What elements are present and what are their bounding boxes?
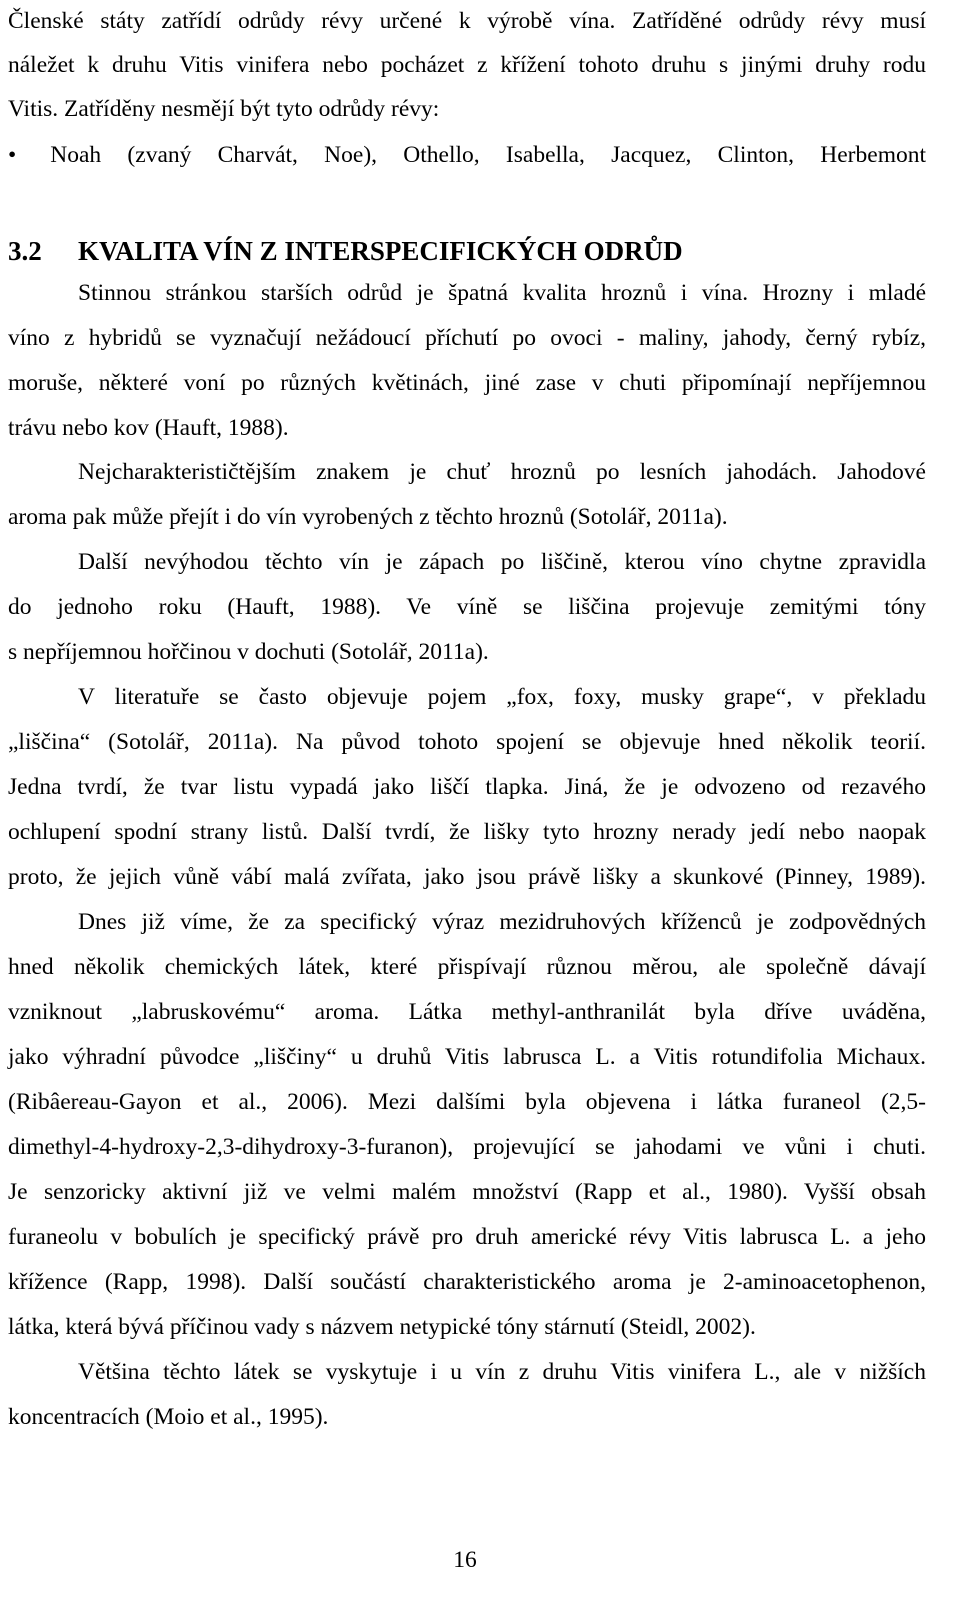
intro-line: Vitis. Zatříděny nesmějí být tyto odrůdy révy: [8, 96, 440, 122]
bullet-symbol: • [8, 142, 17, 168]
paragraph-line: Nejcharakterističtějším znakem je chuť hroznů po lesních jahodách. Jahodové [78, 459, 926, 485]
paragraph-line: s nepříjemnou hořčinou v dochuti (Sotolář, 2011a). [8, 639, 489, 665]
paragraph-line: křížence (Rapp, 1998). Další součástí charakteristického aroma je 2-aminoacetophenon, [8, 1269, 926, 1295]
paragraph-line: furaneolu v bobulích je specifický právě pro druh americké révy Vitis labrusca L. a jeho [8, 1224, 926, 1250]
paragraph-line: Další nevýhodou těchto vín je zápach po liščině, kterou víno chytne zpravidla [78, 549, 926, 575]
paragraph-line: Je senzoricky aktivní již ve velmi malém množství (Rapp et al., 1980). Vyšší obsah [8, 1179, 926, 1205]
paragraph-line: V literatuře se často objevuje pojem „fox, foxy, musky grape“, v překladu [78, 684, 926, 710]
paragraph-line: Dnes již víme, že za specifický výraz mezidruhových kříženců je zodpovědných [78, 909, 926, 935]
paragraph-line: „liščina“ (Sotolář, 2011a). Na původ tohoto spojení se objevuje hned několik teorií. [8, 729, 926, 755]
paragraph-line: moruše, některé voní po různých květinách, jiné zase v chuti připomínají nepříjemnou [8, 370, 926, 396]
bullet-list-item [8, 140, 926, 170]
page-number: 16 [453, 1547, 477, 1573]
section-heading [8, 234, 683, 268]
paragraph-line: jako výhradní původce „liščiny“ u druhů Vitis labrusca L. a Vitis rotundifolia Michaux. [8, 1044, 926, 1070]
paragraph-line: do jednoho roku (Hauft, 1988). Ve víně se liščina projevuje zemitými tóny [8, 594, 926, 620]
paragraph-line: Většina těchto látek se vyskytuje i u vín z druhu Vitis vinifera L., ale v nižších [78, 1359, 926, 1385]
section-number: 3.2 [8, 236, 42, 266]
paragraph-line: dimethyl-4-hydroxy-2,3-dihydroxy-3-furanon), projevující se jahodami ve vůni i chuti. [8, 1134, 926, 1160]
paragraph-line: (Ribâereau-Gayon et al., 2006). Mezi dalšími byla objevena i látka furaneol (2,5- [8, 1089, 926, 1115]
paragraph-line: vzniknout „labruskovému“ aroma. Látka methyl-anthranilát byla dříve uváděna, [8, 999, 926, 1025]
bullet-text: Noah (zvaný Charvát, Noe), Othello, Isabella, Jacquez, Clinton, Herbemont [50, 142, 926, 168]
paragraph-line: Jedna tvrdí, že tvar listu vypadá jako liščí tlapka. Jiná, že je odvozeno od rezavého [8, 774, 926, 800]
paragraph-line: trávu nebo kov (Hauft, 1988). [8, 415, 289, 441]
paragraph-line: víno z hybridů se vyznačují nežádoucí příchutí po ovoci - maliny, jahody, černý rybíz, [8, 325, 926, 351]
paragraph-line: koncentracích (Moio et al., 1995). [8, 1404, 329, 1430]
intro-line: Členské státy zatřídí odrůdy révy určené k výrobě vína. Zatříděné odrůdy révy musí [8, 8, 926, 34]
paragraph-line: aroma pak může přejít i do vín vyrobených z těchto hroznů (Sotolář, 2011a). [8, 504, 728, 530]
paragraph-line: látka, která bývá příčinou vady s názvem netypické tóny stárnutí (Steidl, 2002). [8, 1314, 756, 1340]
paragraph-line: Stinnou stránkou starších odrůd je špatná kvalita hroznů i vína. Hrozny i mladé [78, 280, 926, 306]
intro-line: náležet k druhu Vitis vinifera nebo pocházet z křížení tohoto druhu s jinými druhy rodu [8, 52, 926, 78]
section-title: KVALITA VÍN Z INTERSPECIFICKÝCH ODRŮD [78, 236, 683, 266]
paragraph-line: proto, že jejich vůně vábí malá zvířata, jako jsou právě lišky a skunkové (Pinney, 1989). [8, 864, 926, 890]
paragraph-line: hned několik chemických látek, které přispívají různou měrou, ale společně dávají [8, 954, 926, 980]
paragraph-line: ochlupení spodní strany listů. Další tvrdí, že lišky tyto hrozny nerady jedí nebo naopak [8, 819, 926, 845]
